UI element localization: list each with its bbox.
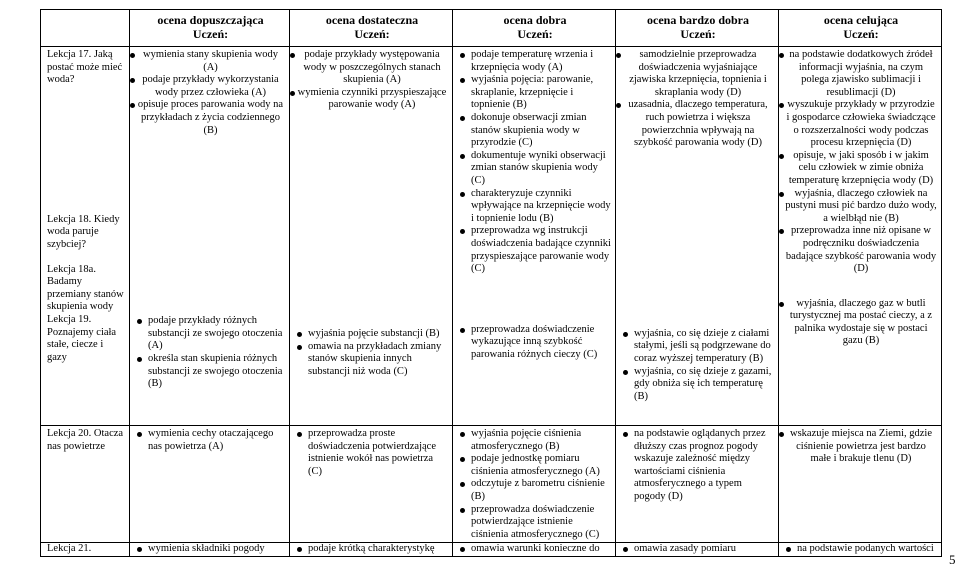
lesson-title: Lekcja 17. Jaką postać może mieć woda? (47, 49, 123, 86)
requirements-cell (453, 47, 616, 426)
lesson-title: Lekcja 18a. Badamy przemiany stanów skupienia wody (47, 263, 124, 313)
grade-title: ocena dopuszczająca (157, 13, 264, 27)
requirement-item: przeprowadza proste doświadczenia potwierdzające istnienie wokół nas powietrza (C) (296, 428, 448, 478)
requirements-cell (779, 543, 942, 557)
requirements-table (40, 9, 942, 557)
requirement-item: opisuje, w jaki sposób i w jakim celu człowiek w zimie obniża temperaturę krzepnięcia wody (D) (785, 150, 937, 188)
requirement-item: podaje przykłady różnych substancji ze swojego otoczenia (A) (136, 315, 285, 353)
requirement-item: wymienia stany skupienia wody (A) (136, 49, 285, 74)
grade-title: ocena dobra (503, 13, 567, 27)
page-number: 5 (949, 552, 956, 567)
header-grade-dobra (453, 10, 616, 47)
requirement-item: wyjaśnia, co się dzieje z ciałami stałymi, jeśli są podgrzewane do coraz wyższej temperatury (B) (622, 328, 774, 366)
requirement-item: odczytuje z barometru ciśnienie (B) (459, 478, 611, 503)
header-lesson-cell (41, 10, 130, 47)
requirement-item: podaje temperaturę wrzenia i krzepnięcia wody (A) (459, 49, 611, 74)
requirement-item: uzasadnia, dlaczego temperatura, ruch powietrza i większa powierzchnia wpływają na szybkość parowania wody (D) (622, 99, 774, 149)
requirement-item: przeprowadza doświadczenie wykazujące inną szybkość parowania różnych cieczy (C) (459, 324, 611, 362)
grade-subtitle: Uczeń: (517, 27, 553, 41)
lesson-title: Lekcja 19. Poznajemy ciała stałe, ciecze i gazy (47, 313, 117, 363)
requirement-item: dokumentuje wyniki obserwacji zmian stanów skupienia wody (C) (459, 150, 611, 188)
requirement-item: wymienia cechy otaczającego nas powietrza (A) (136, 428, 285, 453)
requirement-item: omawia zasady pomiaru (622, 543, 774, 555)
grade-subtitle: Uczeń: (843, 27, 879, 41)
lesson-title: Lekcja 18. Kiedy woda paruje szybciej? (47, 213, 120, 250)
grade-subtitle: Uczeń: (192, 27, 229, 41)
header-grade-dostateczna (290, 10, 453, 47)
requirements-cell (616, 426, 779, 543)
requirements-cell (779, 47, 942, 426)
requirements-cell (779, 426, 942, 543)
grade-title: ocena dostateczna (325, 13, 419, 27)
grade-title: ocena celująca (823, 13, 899, 27)
requirement-item: dokonuje obserwacji zmian stanów skupienia wody w przyrodzie (C) (459, 112, 611, 150)
lesson-cell (41, 426, 130, 543)
requirement-item: wyjaśnia, dlaczego gaz w butli turystycznej ma postać cieczy, a z palnika wydostaje się w postaci gazu (B) (785, 298, 937, 348)
requirement-item: podaje jednostkę pomiaru ciśnienia atmosferycznego (A) (459, 453, 611, 478)
header-grade-dopuszczajaca (130, 10, 290, 47)
requirement-item: podaje krótką charakterystykę (296, 543, 448, 555)
requirements-cell (130, 426, 290, 543)
requirements-cell (290, 47, 453, 426)
requirement-item: na podstawie podanych wartości (785, 543, 937, 555)
requirement-item: wyjaśnia, co się dzieje z gazami, gdy obniża się ich temperaturę (B) (622, 366, 774, 404)
requirements-cell (453, 543, 616, 557)
requirement-item: wyjaśnia pojęcia: parowanie, skraplanie, krzepnięcie i topnienie (B) (459, 74, 611, 112)
requirement-item: określa stan skupienia różnych substancji ze swojego otoczenia (B) (136, 353, 285, 391)
requirement-item: podaje przykłady wykorzystania wody przez człowieka (A) (136, 74, 285, 99)
requirement-item: omawia warunki konieczne do (459, 543, 611, 555)
requirement-item: wyszukuje przykłady w przyrodzie i gospodarce człowieka świadczące o rozszerzalności wody podczas procesu krzepnięcia (D) (786, 99, 936, 149)
requirement-item: opisuje proces parowania wody na przykładach z życia codziennego (B) (137, 99, 284, 136)
requirements-cell (453, 426, 616, 543)
requirement-item: wyjaśnia, dlaczego człowiek na pustyni musi pić bardzo dużo wody, a wielbłąd nie (B) (785, 187, 937, 224)
grade-title: ocena bardzo dobra (647, 13, 749, 27)
requirements-cell (290, 426, 453, 543)
header-grade-bardzo-dobra (616, 10, 779, 47)
requirement-item: charakteryzuje czynniki wpływające na krzepnięcie wody i topnienie lodu (B) (459, 188, 611, 226)
requirement-item: wyjaśnia pojęcie ciśnienia atmosferycznego (B) (459, 428, 611, 453)
requirements-cell (616, 47, 779, 426)
lesson-cell (41, 47, 130, 426)
requirements-cell (130, 543, 290, 557)
requirements-cell (616, 543, 779, 557)
requirement-item: wymienia czynniki przyspieszające parowanie wody (A) (297, 86, 447, 111)
grade-subtitle: Uczeń: (680, 27, 716, 41)
requirement-item: na podstawie oglądanych przez dłuższy czas prognoz pogody wskazuje zależność między wartościami ciśnienia atmosferycznego a typem pogody (D) (622, 428, 774, 504)
requirement-item: przeprowadza inne niż opisane w podręczniku doświadczenia badające szybkość parowania wody (D) (785, 225, 937, 275)
requirement-item: wskazuje miejsca na Ziemi, gdzie ciśnienie powietrza jest bardzo małe i brakuje tlenu (D) (785, 428, 937, 466)
requirement-item: wyjaśnia pojęcie substancji (B) (296, 328, 448, 341)
requirement-item: przeprowadza wg instrukcji doświadczenia badające czynniki przyspieszające parowanie wody (C) (459, 225, 611, 275)
requirement-item: podaje przykłady występowania wody w poszczególnych stanach skupienia (A) (296, 49, 448, 87)
header-grade-celujaca (779, 10, 942, 47)
requirement-item: samodzielnie przeprowadza doświadczenia wyjaśniające zjawiska krzepnięcia, topnienia i skraplania wody (D) (622, 49, 774, 99)
requirements-cell (290, 543, 453, 557)
lesson-cell (41, 543, 130, 557)
requirement-item: na podstawie dodatkowych źródeł informacji wyjaśnia, na czym polega zjawisko sublimacji i resublimacji (D) (785, 49, 937, 99)
requirement-item: omawia na przykładach zmiany stanów skupienia innych substancji niż woda (C) (296, 341, 448, 379)
requirement-item: wymienia składniki pogody (136, 543, 285, 555)
grade-subtitle: Uczeń: (354, 27, 390, 41)
requirement-item: przeprowadza doświadczenie potwierdzające istnienie ciśnienia atmosferycznego (C) (459, 504, 611, 542)
requirements-cell (130, 47, 290, 426)
lesson-title: Lekcja 21. (47, 543, 92, 554)
lesson-title: Lekcja 20. Otacza nas powietrze (47, 428, 124, 452)
